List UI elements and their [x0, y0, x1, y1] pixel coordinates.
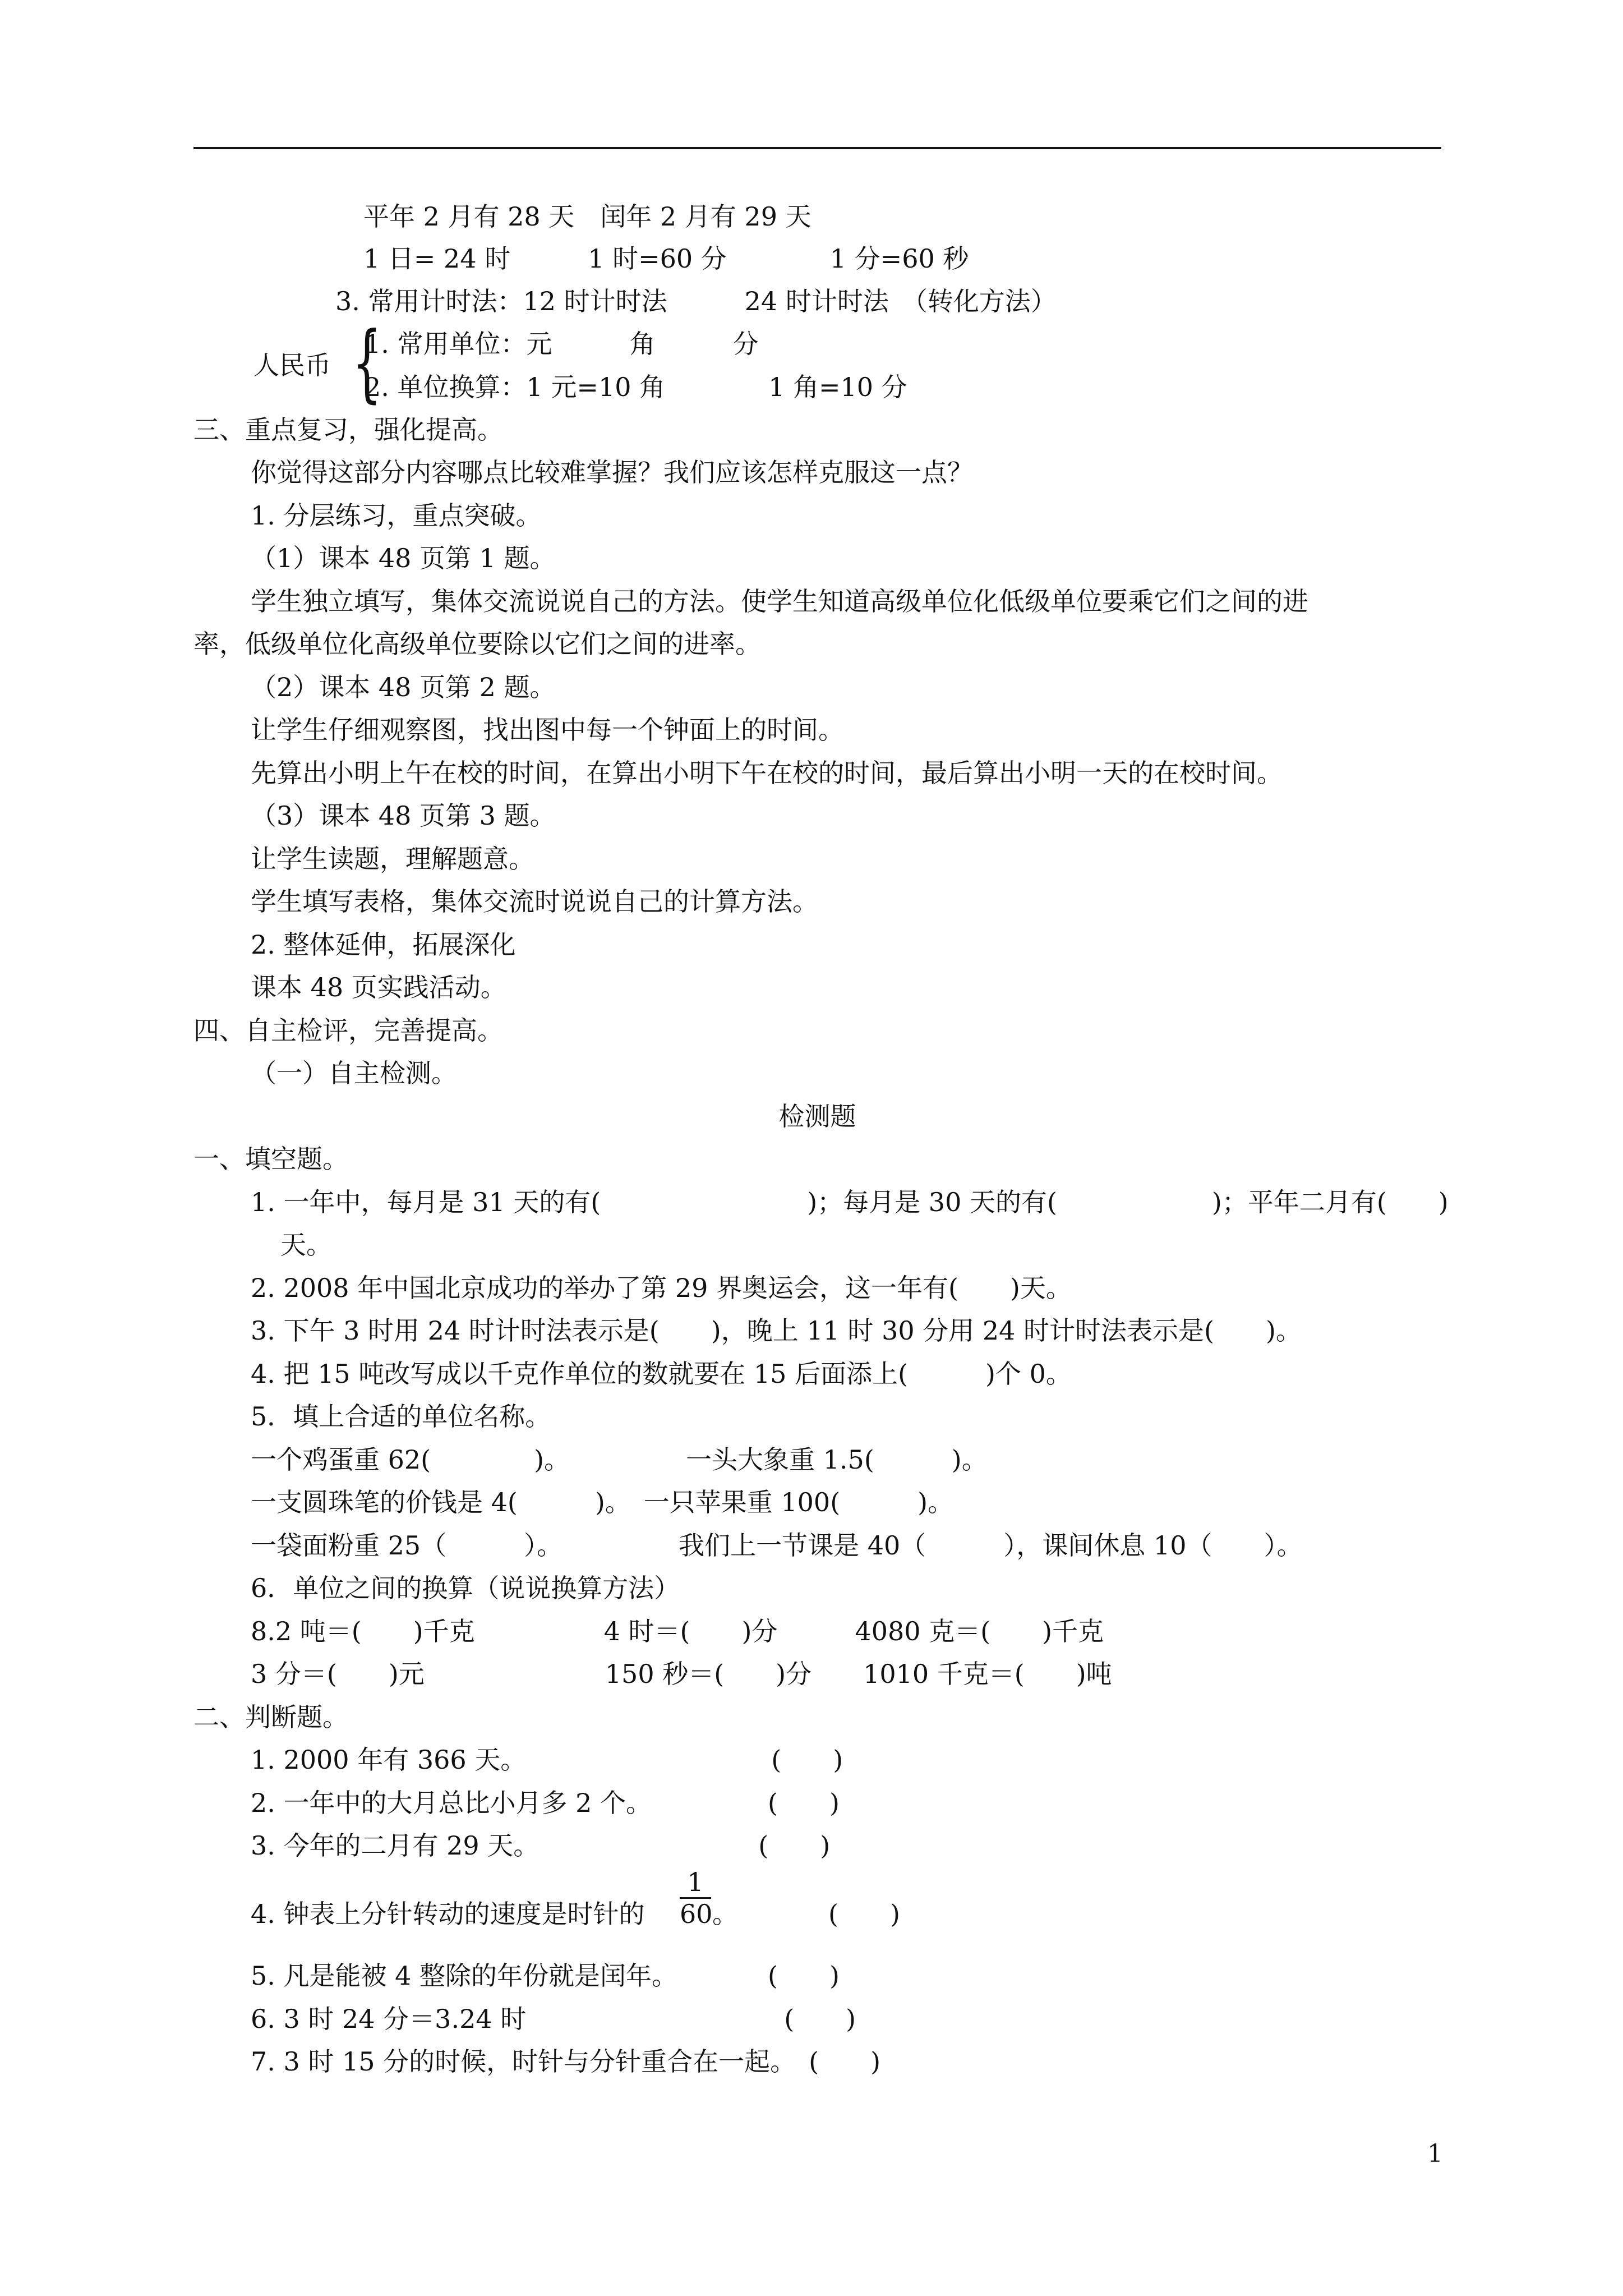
judge-q4-tail: 。 ( ) [712, 1899, 900, 1929]
exercise3-desc2: 学生填写表格，集体交流时说说自己的计算方法。 [251, 886, 818, 917]
judge-q3: 3. 今年的二月有 29 天。 ( ) [251, 1830, 831, 1861]
judge-q5: 5. 凡是能被 4 整除的年份就是闰年。 ( ) [251, 1961, 840, 1991]
fill-q5-row3: 一袋面粉重 25（ ）。 我们上一节课是 40（ ），课间休息 10（ ）。 [251, 1530, 1303, 1561]
exercise2-desc2: 先算出小明上午在校的时间，在算出小明下午在校的时间，最后算出小明一天的在校时间。 [251, 758, 1283, 788]
fill-q6-row1: 8.2 吨＝( )千克 4 时＝( )分 4080 克＝( )千克 [251, 1616, 1104, 1646]
feb-days-line: 平年 2 月有 28 天 闰年 2 月有 29 天 [363, 201, 811, 232]
judge-q1: 1. 2000 年有 366 天。 ( ) [251, 1745, 843, 1775]
judge-q7: 7. 3 时 15 分的时候，时针与分针重合在一起。 ( ) [251, 2046, 881, 2077]
fill-q5-row2: 一支圆珠笔的价钱是 4( )。 一只苹果重 100( )。 [251, 1487, 954, 1517]
fill-q6-row2: 3 分＝( )元 150 秒＝( )分 1010 千克＝( )吨 [251, 1659, 1112, 1689]
section3-question: 你觉得这部分内容哪点比较难掌握？我们应该怎样克服这一点？ [251, 457, 973, 487]
exercise2-title: （2）课本 48 页第 2 题。 [251, 672, 556, 702]
section4-sub1: （一）自主检测。 [251, 1058, 457, 1088]
fill-q5-row1: 一个鸡蛋重 62( )。 一头大象重 1.5( )。 [251, 1444, 988, 1475]
fraction-numerator: 1 [687, 1867, 704, 1897]
brace-icon: { [352, 314, 382, 412]
day-units-line: 1 日= 24 时 1 时=60 分 1 分=60 秒 [363, 243, 969, 274]
page-number: 1 [1427, 2139, 1443, 2168]
fill-q3: 3. 下午 3 时用 24 时计时法表示是( )，晚上 11 时 30 分用 24 时计时法表示是( )。 [251, 1315, 1302, 1346]
exercise3-desc1: 让学生读题，理解题意。 [251, 844, 534, 874]
judge-q4-text: 4. 钟表上分针转动的速度是时针的 [251, 1899, 645, 1929]
fill-q5: 5．填上合适的单位名称。 [251, 1401, 551, 1432]
judge-q2: 2. 一年中的大月总比小月多 2 个。 ( ) [251, 1788, 840, 1818]
rmb-units-line: 1. 常用单位：元 角 分 [365, 329, 759, 359]
fill-q6: 6．单位之间的换算（说说换算方法） [251, 1573, 680, 1603]
timekeeping-line: 3. 常用计时法：12 时计时法 24 时计时法 （转化方法） [335, 286, 1057, 316]
exercise2-desc1: 让学生仔细观察图，找出图中每一个钟面上的时间。 [251, 715, 844, 745]
exercise1-title: （1）课本 48 页第 1 题。 [251, 543, 556, 573]
fill-heading: 一、填空题。 [193, 1144, 348, 1174]
fill-q1-b: 天。 [280, 1230, 332, 1260]
section3-sub1: 1. 分层练习，重点突破。 [251, 500, 542, 531]
fraction-one-sixtieth [680, 1868, 711, 1928]
test-title: 检测题 [778, 1101, 856, 1131]
judge-q6: 6. 3 时 24 分＝3.24 时 ( ) [251, 2004, 856, 2034]
fill-q4: 4. 把 15 吨改写成以千克作单位的数就要在 15 后面添上( )个 0。 [251, 1359, 1072, 1389]
exercise1-desc-a: 学生独立填写，集体交流说说自己的方法。使学生知道高级单位化低级单位要乘它们之间的进 [251, 586, 1308, 616]
exercise3-title: （3）课本 48 页第 3 题。 [251, 800, 556, 831]
section3-sub2-desc: 课本 48 页实践活动。 [251, 972, 506, 1002]
section3-heading: 三、重点复习，强化提高。 [193, 415, 503, 445]
section3-sub2: 2. 整体延伸，拓展深化 [251, 930, 516, 960]
fraction-denominator: 60 [680, 1899, 713, 1929]
section4-heading: 四、自主检评，完善提高。 [193, 1015, 503, 1046]
fill-q2: 2. 2008 年中国北京成功的举办了第 29 界奥运会，这一年有( )天。 [251, 1273, 1072, 1303]
fill-q1-a: 1. 一年中，每月是 31 天的有( )；每月是 30 天的有( )；平年二月有( ) [251, 1187, 1449, 1217]
rmb-label: 人民币 [253, 350, 331, 380]
exercise1-desc-b: 率，低级单位化高级单位要除以它们之间的进率。 [193, 629, 761, 659]
judge-heading: 二、判断题。 [193, 1702, 348, 1732]
rmb-conversion-line: 2. 单位换算：1 元=10 角 1 角=10 分 [365, 372, 907, 402]
header-rule [193, 147, 1441, 149]
